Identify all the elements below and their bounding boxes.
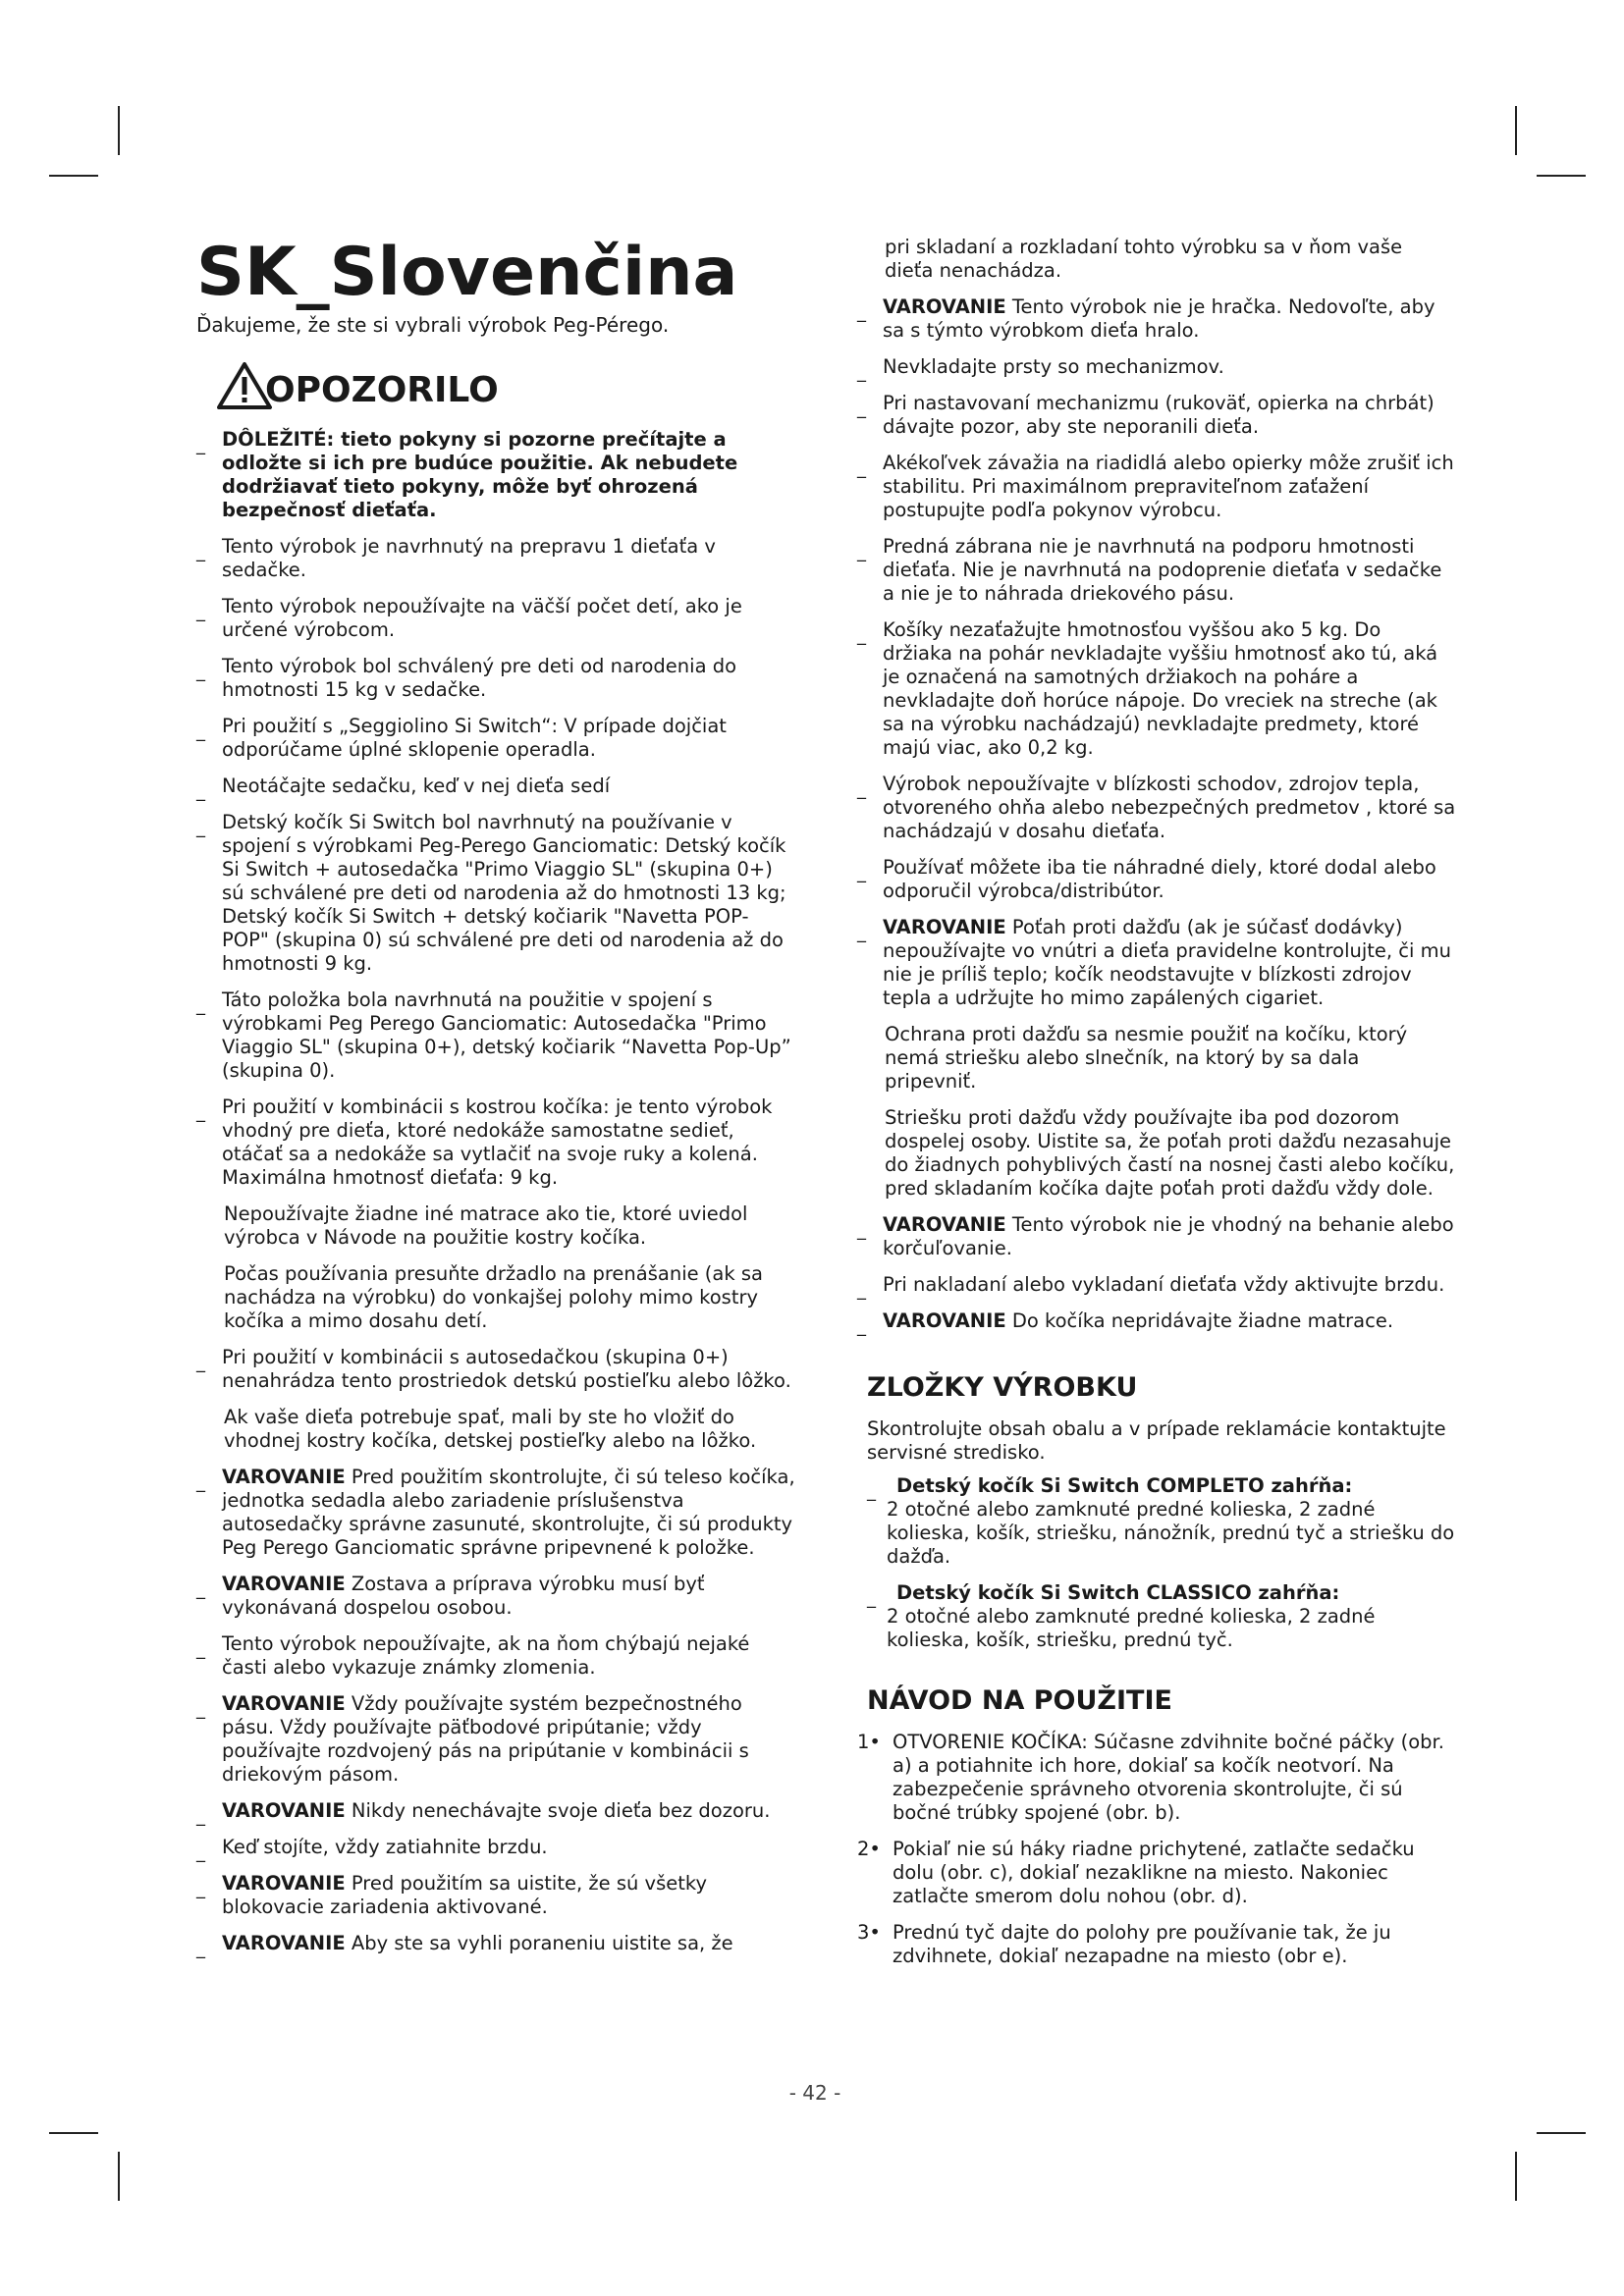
- list-item-text: Keď stojíte, vždy zatiahnite brzdu.: [222, 1836, 548, 1858]
- list-item: [857, 773, 1456, 843]
- list-item: [196, 1466, 795, 1560]
- list-item-text: Predná zábrana nie je navrhnutá na podporu hmotnosti dieťaťa. Nie je navrhnutá na podoprenie dieťaťa v sedačke a nie je to náhrada driekového pásu.: [883, 535, 1442, 605]
- list-item-text: VAROVANIE Pred použitím skontrolujte, či sú teleso kočíka, jednotka sedadla alebo zariadenie príslušenstva autosedačky správne zasunuté, skontrolujte, či sú produkty Peg Perego Ganciomatic správne pripevnené k položke.: [222, 1466, 795, 1559]
- step-text: OTVORENIE KOČÍKA: Súčasne zdvihnite bočné páčky (obr. a) a potiahnite ich hore, dokiaľ sa kočík neotvorí. Na zabezpečenie správneho otvorenia skontrolujte, či sú bočné trúbky spojené (obr. b).: [893, 1731, 1444, 1824]
- list-item-text: Nevkladajte prsty so mechanizmov.: [883, 355, 1224, 378]
- bullet-dash: _: [196, 1879, 205, 1899]
- bullet-dash: _: [196, 721, 205, 742]
- list-item-text: VAROVANIE Pred použitím sa uistite, že sú všetky blokovacie zariadenia aktivované.: [222, 1872, 708, 1918]
- bullet-dash: _: [196, 1579, 205, 1600]
- bullet-dash: _: [857, 302, 866, 323]
- list-item: [857, 452, 1456, 522]
- list-item-text: VAROVANIE Tento výrobok nie je vhodný na behanie alebo korčuľovanie.: [883, 1213, 1454, 1259]
- step-number: 3•: [857, 1921, 881, 1944]
- usage-title: NÁVOD NA POUŽITIE: [867, 1685, 1172, 1716]
- continued-text: [877, 236, 1456, 283]
- bullet-dash: _: [196, 662, 205, 682]
- crop-mark: [1515, 106, 1517, 155]
- component-heading: Detský kočík Si Switch COMPLETO zahŕňa:: [896, 1474, 1353, 1497]
- list-item-text: Detský kočík Si Switch bol navrhnutý na používanie v spojení s výrobkami Peg-Perego Ganciomatic: Detský kočík Si Switch + autosedačka "Primo Viaggio SL" (skupina 0+) sú schválené pre deti od narodenia až do hmotnosti 13 kg; Detský kočík Si Switch + detský kočiarik "Navetta POP-POP" (skupina 0) sú schválené pre deti od narodenia až do hmotnosti 9 kg.: [222, 811, 786, 975]
- list-item-text: Pri nakladaní alebo vykladaní dieťaťa vždy aktivujte brzdu.: [883, 1273, 1445, 1296]
- warning-label: VAROVANIE: [222, 1799, 346, 1822]
- list-item: [196, 1836, 795, 1863]
- paragraph-text: Ochrana proti dažďu sa nesmie použiť na kočíku, ktorý nemá striešku alebo slnečník, na ktorý by sa dala pripevniť.: [885, 1023, 1408, 1093]
- warning-label: VAROVANIE: [883, 1309, 1006, 1332]
- bullet-dash: _: [857, 362, 866, 383]
- page-number: - 42 -: [788, 2081, 841, 2105]
- paragraph: [877, 1023, 1456, 1094]
- left-column: [196, 236, 795, 1968]
- usage-step: [857, 1731, 1456, 1825]
- page-title: SK_Slovenčina: [196, 234, 738, 311]
- bullet-dash: _: [196, 1353, 205, 1373]
- list-item-text: Pri použití s „Seggiolino Si Switch“: V prípade dojčiat odporúčame úplné sklopenie operadla.: [222, 715, 727, 761]
- warning-heading: [216, 361, 795, 410]
- crop-mark: [118, 106, 120, 155]
- paragraph-text: Nepoužívajte žiadne iné matrace ako tie, ktoré uviedol výrobca v Návode na použitie kostry kočíka.: [224, 1202, 748, 1249]
- bullet-dash: _: [196, 1939, 205, 1959]
- list-item: [857, 1213, 1456, 1260]
- step-number: 1•: [857, 1731, 881, 1753]
- bullet-dash: _: [196, 1842, 205, 1863]
- components-list: [857, 1474, 1456, 1652]
- crop-mark: [118, 2152, 120, 2201]
- list-item: [196, 774, 795, 802]
- warning-label: VAROVANIE: [883, 1213, 1006, 1236]
- list-item: [196, 1799, 795, 1827]
- warning-label: VAROVANIE: [222, 1932, 346, 1954]
- list-item-text: Tento výrobok je navrhnutý na prepravu 1 dieťaťa v sedačke.: [222, 535, 716, 581]
- right-column: [857, 236, 1456, 1981]
- bullet-dash: _: [857, 625, 866, 646]
- bullet-dash: _: [196, 435, 205, 455]
- list-item-text: VAROVANIE Tento výrobok nie je hračka. Nedovoľte, aby sa s týmto výrobkom dieťa hralo.: [883, 295, 1435, 342]
- bullet-dash: _: [857, 923, 866, 943]
- step-text: Pokiaľ nie sú háky riadne prichytené, zatlačte sedačku dolu (obr. c), dokiaľ nezaklikne na miesto. Nakoniec zatlačte smerom dolu nohou (obr. d).: [893, 1838, 1415, 1907]
- bullet-dash: _: [196, 1699, 205, 1720]
- list-item: [196, 715, 795, 762]
- bullet-dash: _: [196, 818, 205, 838]
- bullet-dash: _: [857, 863, 866, 883]
- warning-label: VAROVANIE: [222, 1466, 346, 1488]
- bullet-dash: _: [857, 458, 866, 479]
- list-item: [196, 1872, 795, 1919]
- bullet-dash: _: [196, 1472, 205, 1493]
- list-item: [857, 856, 1456, 903]
- list-item: [196, 1573, 795, 1620]
- usage-steps: [857, 1731, 1456, 1968]
- warning-label: VAROVANIE: [222, 1692, 346, 1715]
- usage-step: [857, 1921, 1456, 1968]
- warning-label: VAROVANIE: [222, 1872, 346, 1895]
- list-item-text: VAROVANIE Zostava a príprava výrobku musí byť vykonávaná dospelou osobou.: [222, 1573, 705, 1619]
- list-item-text: DÔLEŽITÉ: tieto pokyny si pozorne prečítajte a odložte si ich pre budúce použitie. Ak nebudete dodržiavať tieto pokyny, môže byť ohrozená bezpečnosť dieťaťa.: [222, 428, 738, 521]
- paragraph-text: pri skladaní a rozkladaní tohto výrobku sa v ňom vaše dieťa nenachádza.: [885, 236, 1403, 282]
- paragraph-text: Ak vaše dieťa potrebuje spať, mali by ste ho vložiť do vhodnej kostry kočíka, detskej postieľky alebo na lôžko.: [224, 1406, 757, 1452]
- crop-mark: [49, 2132, 98, 2134]
- bullet-dash: _: [196, 995, 205, 1016]
- list-item-text: Pri nastavovaní mechanizmu (rukoväť, opierka na chrbát) dávajte pozor, aby ste neporanili dieťa.: [883, 392, 1435, 438]
- bullet-dash: _: [196, 602, 205, 622]
- list-item-text: Pri použití v kombinácii s autosedačkou (skupina 0+) nenahrádza tento prostriedok detskú postieľku alebo lôžko.: [222, 1346, 791, 1392]
- list-item: [196, 428, 795, 522]
- list-item: [196, 1632, 795, 1680]
- component-item: [867, 1581, 1456, 1652]
- bullet-dash: _: [857, 542, 866, 562]
- list-item: [857, 535, 1456, 606]
- list-item: [196, 1095, 795, 1190]
- bullet-dash: _: [196, 1806, 205, 1827]
- component-text: 2 otočné alebo zamknuté predné kolieska, 2 zadné kolieska, košík, striešku, nánožník, prednú tyč a striešku do dažďa.: [887, 1498, 1455, 1568]
- bullet-dash: _: [196, 1102, 205, 1123]
- list-item-text: Tento výrobok bol schválený pre deti od narodenia do hmotnosti 15 kg v sedačke.: [222, 655, 737, 701]
- list-item-text: Akékoľvek závažia na riadidlá alebo opierky môže zrušiť ich stabilitu. Pri maximálnom prepraviteľnom zaťažení postupujte podľa pokynov výrobcu.: [883, 452, 1454, 521]
- bullet-dash: _: [196, 781, 205, 802]
- step-text: Prednú tyč dajte do polohy pre používanie tak, že ju zdvihnete, dokiaľ nezapadne na miesto (obr e).: [893, 1921, 1391, 1967]
- list-item-text: VAROVANIE Nikdy nenechávajte svoje dieťa bez dozoru.: [222, 1799, 771, 1822]
- component-heading: Detský kočík Si Switch CLASSICO zahŕňa:: [896, 1581, 1340, 1604]
- list-item: [857, 295, 1456, 343]
- list-item-text: VAROVANIE Poťah proti dažďu (ak je súčasť dodávky) nepoužívajte vo vnútri a dieťa pravidelne kontrolujte, či mu nie je príliš teplo; kočík neodstavujte v blízkosti zdrojov tepla a udržujte ho mimo zapálených cigariet.: [883, 916, 1451, 1009]
- paragraph: [216, 1262, 795, 1333]
- crop-mark: [1537, 2132, 1586, 2134]
- list-item-text: Neotáčajte sedačku, keď v nej dieťa sedí: [222, 774, 611, 797]
- bullet-dash: _: [857, 1316, 866, 1337]
- usage-step: [857, 1838, 1456, 1908]
- list-item: [857, 392, 1456, 439]
- bullet-dash: _: [196, 542, 205, 562]
- list-item: [196, 1692, 795, 1787]
- list-item: [857, 916, 1456, 1010]
- list-item-text: VAROVANIE Vždy používajte systém bezpečnostného pásu. Vždy používajte päťbodové pripútanie; vždy používajte rozdvojený pás na pripútanie v kombinácii s driekovým pásom.: [222, 1692, 749, 1786]
- list-item-text: VAROVANIE Do kočíka nepridávajte žiadne matrace.: [883, 1309, 1394, 1332]
- list-item: [196, 811, 795, 976]
- crop-mark: [49, 175, 98, 177]
- list-item: [857, 618, 1456, 760]
- bullet-dash: _: [857, 399, 866, 419]
- list-item-text: Tento výrobok nepoužívajte, ak na ňom chýbajú nejaké časti alebo vykazuje známky zlomenia.: [222, 1632, 750, 1679]
- paragraph-text: Počas používania presuňte držadlo na prenášanie (ak sa nachádza na výrobku) do vonkajšej polohy mimo kostry kočíka a mimo dosahu detí.: [224, 1262, 763, 1332]
- crop-mark: [1537, 175, 1586, 177]
- bullet-dash: _: [867, 1588, 876, 1609]
- list-item-text: Pri použití v kombinácii s kostrou kočíka: je tento výrobok vhodný pre dieťa, ktoré nedokáže samostatne sedieť, otáčať sa a nedokáže sa vytlačiť na svoje ruky a kolená. Maximálna hmotnosť dieťaťa: 9 kg.: [222, 1095, 773, 1189]
- safety-list-left: [196, 428, 795, 1959]
- list-item: [196, 1346, 795, 1393]
- warning-label: VAROVANIE: [222, 1573, 346, 1595]
- components-title: ZLOŽKY VÝROBKU: [867, 1372, 1138, 1403]
- bullet-dash: _: [857, 779, 866, 800]
- list-item: [857, 1273, 1456, 1301]
- paragraph: [216, 1406, 795, 1453]
- paragraph: [877, 1106, 1456, 1201]
- paragraph-text: Striešku proti dažďu vždy používajte iba pod dozorom dospelej osoby. Uistite sa, že poťah proti dažďu nezasahuje do žiadnych pohyblivých častí na nosnej časti alebo kočíku, pred skladaním kočíka dajte poťah proti dažďu vždy dole.: [885, 1106, 1455, 1200]
- safety-list-right: [857, 236, 1456, 1337]
- warning-title: OPOZORILO: [265, 370, 499, 410]
- components-intro: Skontrolujte obsah obalu a v prípade reklamácie kontaktujte servisné stredisko.: [867, 1417, 1446, 1464]
- paragraph: [216, 1202, 795, 1250]
- list-item-text: Tento výrobok nepoužívajte na väčší počet detí, ako je určené výrobcom.: [222, 595, 742, 641]
- step-number: 2•: [857, 1838, 881, 1860]
- list-item: [857, 355, 1456, 383]
- list-item-text: Používať môžete iba tie náhradné diely, ktoré dodal alebo odporučil výrobca/distribútor.: [883, 856, 1436, 902]
- page-subtitle: Ďakujeme, že ste si vybrali výrobok Peg-Pérego.: [196, 313, 670, 337]
- list-item: [857, 1309, 1456, 1337]
- list-item: [196, 655, 795, 702]
- bullet-dash: _: [857, 1220, 866, 1241]
- list-item-text: Výrobok nepoužívajte v blízkosti schodov, zdrojov tepla, otvoreného ohňa alebo nebezpečných predmetov , ktoré sa nachádzajú v dosahu dieťaťa.: [883, 773, 1456, 842]
- bullet-dash: _: [857, 1280, 866, 1301]
- warning-label: VAROVANIE: [883, 916, 1006, 938]
- list-item-text: Táto položka bola navrhnutá na použitie v spojení s výrobkami Peg Perego Ganciomatic: Autosedačka "Primo Viaggio SL" (skupina 0+), detský kočiarik “Navetta Pop-Up” (skupina 0).: [222, 988, 791, 1082]
- list-item-text: VAROVANIE Aby ste sa vyhli poraneniu uistite sa, že: [222, 1932, 733, 1954]
- list-item: [196, 988, 795, 1083]
- list-item: [196, 595, 795, 642]
- bullet-dash: _: [867, 1481, 876, 1502]
- list-item: [196, 535, 795, 582]
- bullet-dash: _: [196, 1639, 205, 1660]
- warning-label: VAROVANIE: [883, 295, 1006, 318]
- list-item: [196, 1932, 795, 1959]
- component-item: [867, 1474, 1456, 1569]
- crop-mark: [1515, 2152, 1517, 2201]
- component-text: 2 otočné alebo zamknuté predné kolieska, 2 zadné kolieska, košík, striešku, prednú tyč.: [887, 1605, 1376, 1651]
- list-item-text: Košíky nezaťažujte hmotnosťou vyššou ako 5 kg. Do držiaka na pohár nevkladajte vyššiu hmotnosť ako tú, aká je označená na samotných držiakoch na poháre a nevkladajte doň horúce nápoje. Do vreciek na streche (ak sa na výrobku nachádzajú) nevkladajte predmety, ktoré majú viac, ako 0,2 kg.: [883, 618, 1438, 759]
